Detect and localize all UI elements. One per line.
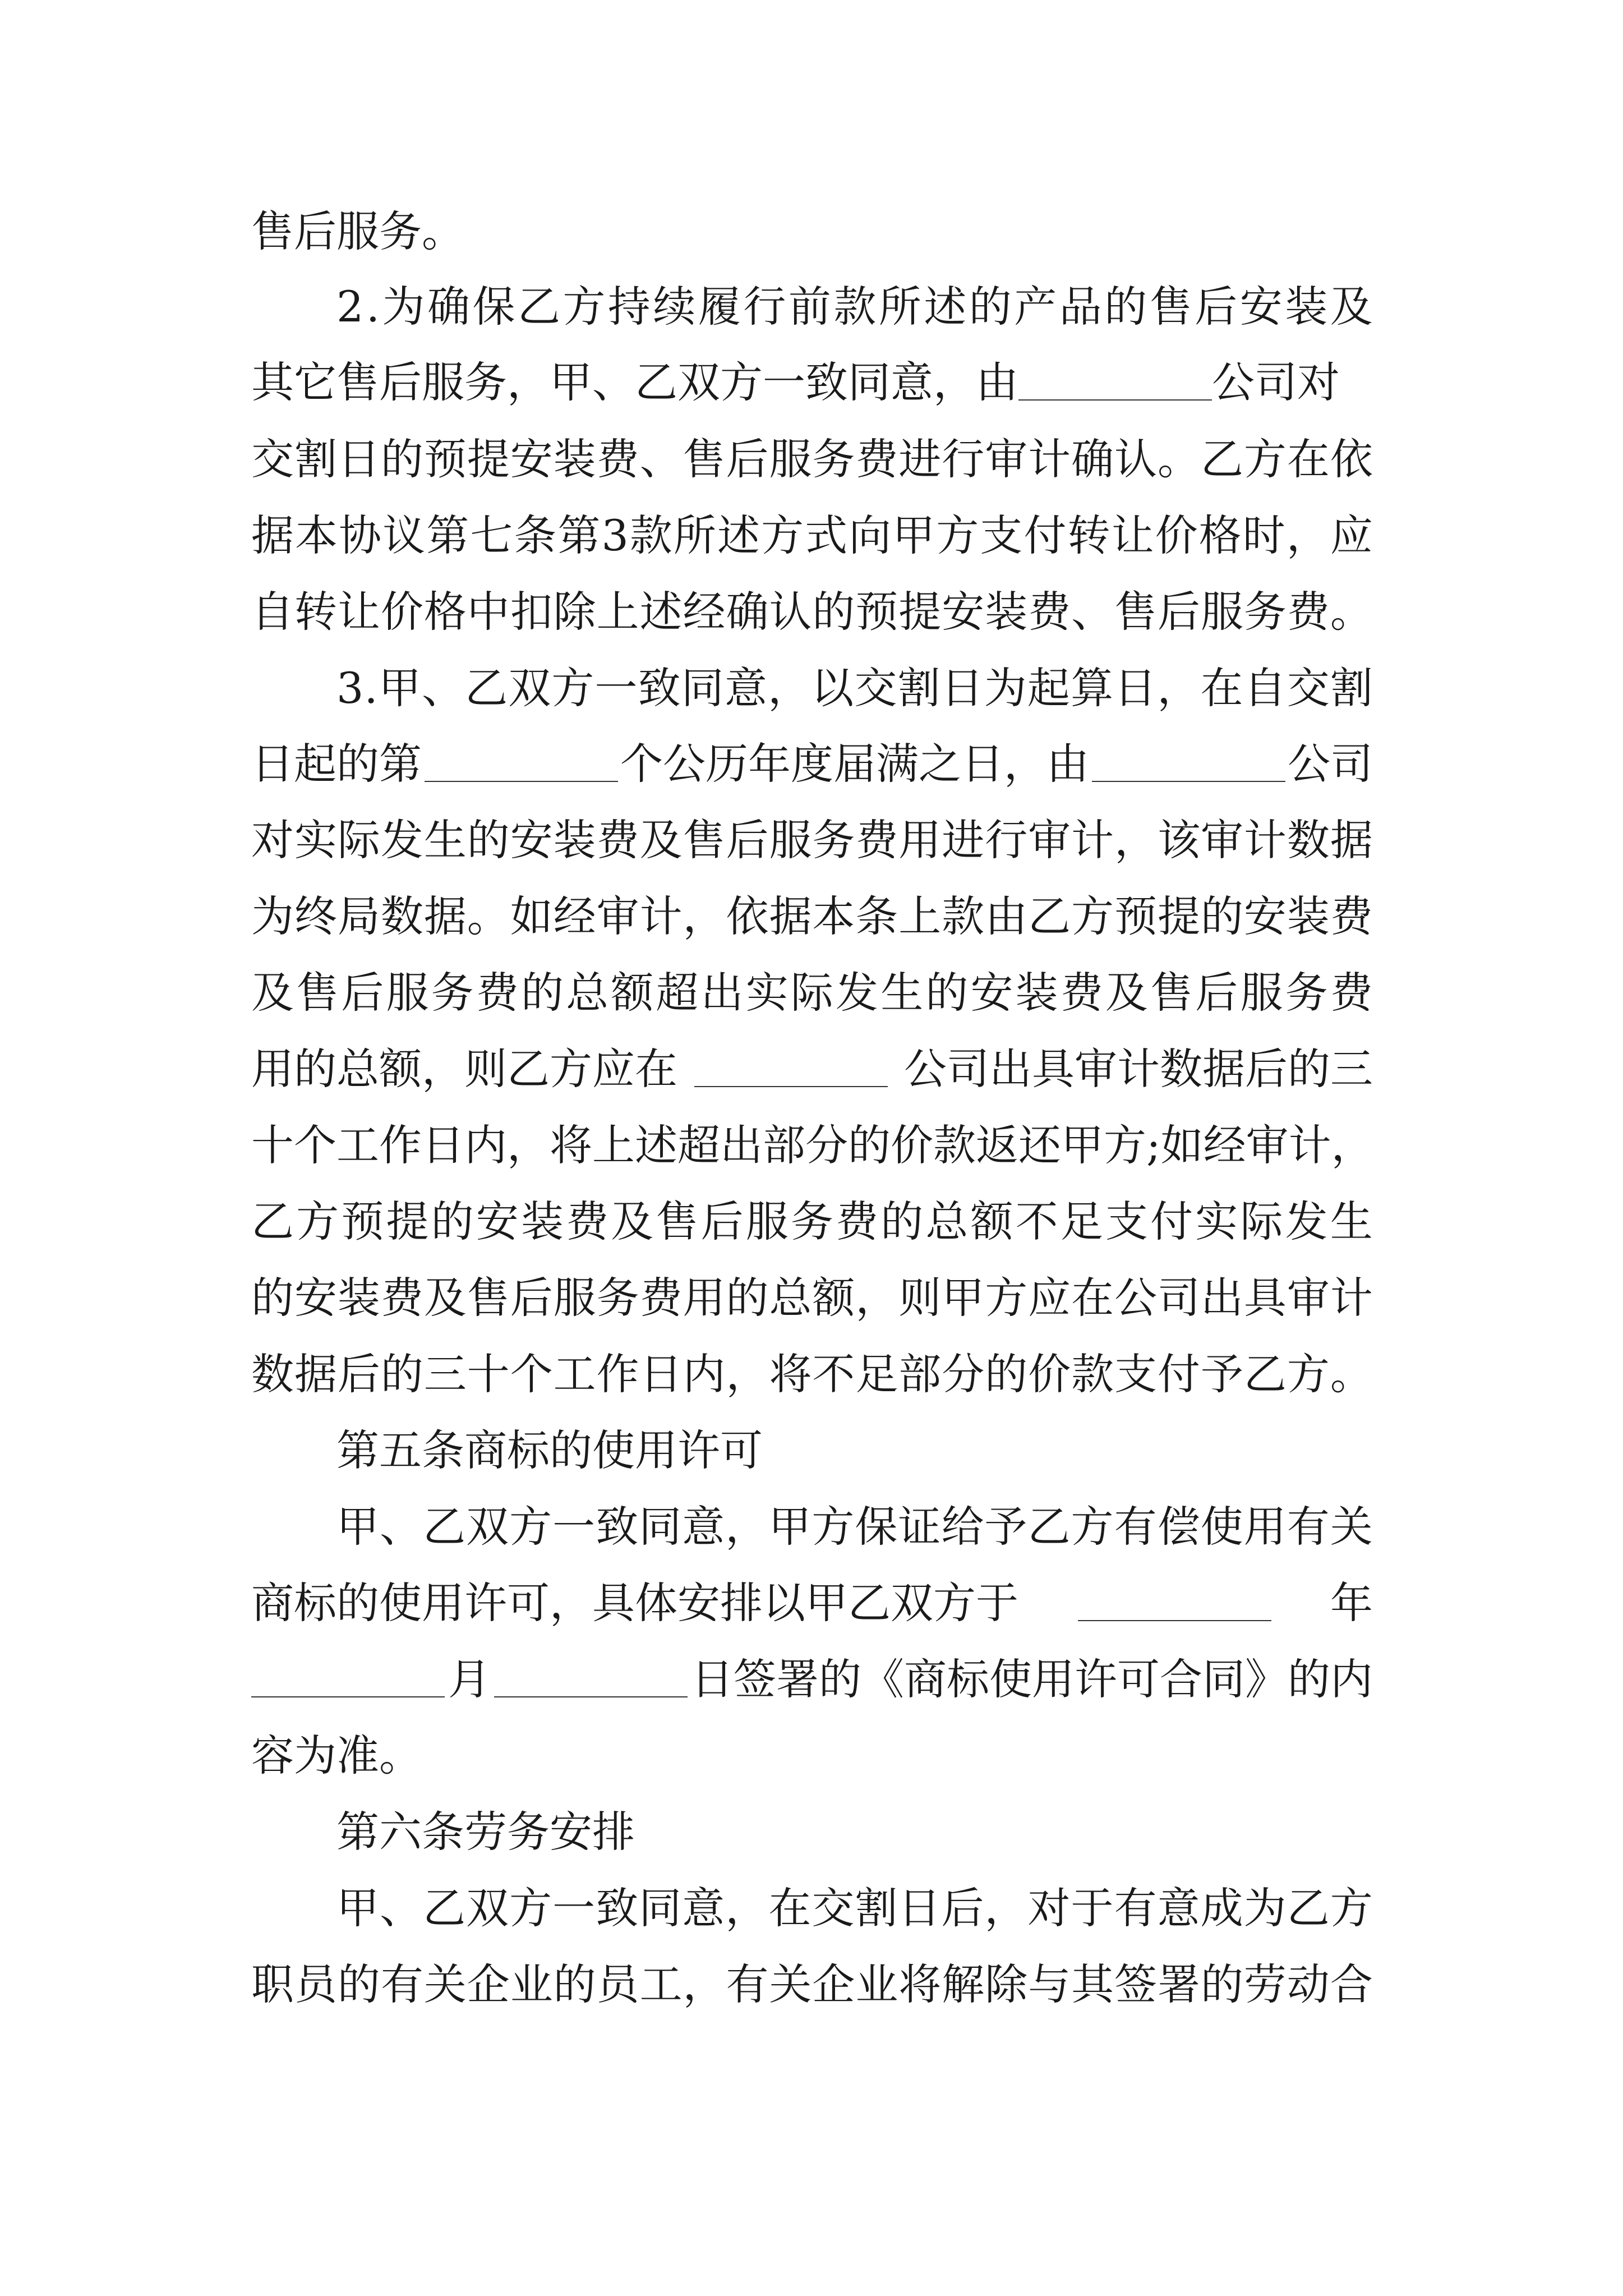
text-line: [251, 1640, 1373, 1719]
text-segment: 对 实 际 发 生 的 安 装 费 及 售 后 服 务 费 用 进 行 审 计 ， 该 审 计 数 据: [251, 815, 1373, 865]
text-line: [251, 1106, 1373, 1185]
fill-in-blank[interactable]: [694, 1051, 888, 1087]
text-segment: 个公历年度届满之日，由: [620, 739, 1089, 789]
text-segment: 甲 、 乙 双 方 一 致 同 意 ， 甲 方 保 证 给 予 乙 方 有 偿 使 用 有 关: [336, 1502, 1373, 1552]
text-line: [251, 573, 1373, 651]
text-line: [251, 192, 1373, 271]
text-line: [251, 725, 1373, 803]
text-segment: 商标的使用许可，具体安排以甲乙双方于: [251, 1578, 1018, 1628]
section-heading: [251, 1793, 1373, 1871]
text-segment: 自 转 让 价 格 中 扣 除 上 述 经 确 认 的 预 提 安 装 费 、 售 后 服 务 费 。: [251, 587, 1373, 637]
fill-in-blank[interactable]: [425, 746, 618, 782]
text-segment: 2 . 为 确 保 乙 方 持 续 履 行 前 款 所 述 的 产 品 的 售 后 安 装 及: [336, 282, 1373, 332]
section-heading: [251, 1411, 1373, 1490]
text-line: [251, 1564, 1373, 1642]
document-page: [251, 0, 1373, 2296]
text-line: [251, 1945, 1373, 2024]
text-segment: 据 本 协 议 第 七 条 第 3 款 所 述 方 式 向 甲 方 支 付 转 让 价 格 时 ， 应: [251, 510, 1373, 560]
text-line: [251, 268, 1373, 346]
fill-in-blank[interactable]: [1092, 746, 1285, 782]
text-segment: 职 员 的 有 关 企 业 的 员 工 ， 有 关 企 业 将 解 除 与 其 签 署 的 劳 动 合: [251, 1959, 1373, 2009]
text-segment: 公司对: [1212, 357, 1340, 407]
text-segment: 为 终 局 数 据 。 如 经 审 计 ， 依 据 本 条 上 款 由 乙 方 预 提 的 安 装 费: [251, 891, 1373, 941]
text-line: [251, 343, 1373, 422]
text-segment: 容为准。: [251, 1731, 422, 1780]
text-line: [251, 1030, 1373, 1108]
text-line: [251, 1717, 1373, 1795]
text-segment: 的 安 装 费 及 售 后 服 务 费 用 的 总 额 ， 则 甲 方 应 在 公 司 出 具 审 计: [251, 1273, 1373, 1323]
text-segment: 日签署的《商标使用许可合同》的内: [691, 1654, 1373, 1704]
text-segment: 数 据 后 的 三 十 个 工 作 日 内 ， 将 不 足 部 分 的 价 款 支 付 予 乙 方 。: [251, 1349, 1373, 1399]
section-heading-text: 第五条商标的使用许可: [336, 1425, 763, 1475]
text-line: [251, 877, 1373, 956]
text-line: [251, 954, 1373, 1032]
fill-in-blank[interactable]: [494, 1662, 688, 1697]
text-line: [251, 1259, 1373, 1337]
text-line: [251, 1488, 1373, 1566]
text-segment: 售后服务。: [251, 206, 464, 256]
text-segment: 交 割 日 的 预 提 安 装 费 、 售 后 服 务 费 进 行 审 计 确 认 。 乙 方 在 依: [251, 434, 1373, 484]
text-segment: 乙 方 预 提 的 安 装 费 及 售 后 服 务 费 的 总 额 不 足 支 付 实 际 发 生: [251, 1197, 1373, 1246]
section-heading-text: 第六条劳务安排: [336, 1807, 635, 1857]
text-segment: 年: [1330, 1578, 1373, 1628]
text-segment: 日起的第: [251, 739, 422, 789]
fill-in-blank[interactable]: [251, 1662, 445, 1697]
text-line: [251, 649, 1373, 728]
text-line: [251, 496, 1373, 575]
fill-in-blank[interactable]: [1078, 1585, 1271, 1621]
text-segment: 公司: [1288, 739, 1373, 789]
text-line: [251, 420, 1373, 499]
fill-in-blank[interactable]: [1018, 365, 1212, 401]
text-line: [251, 1869, 1373, 1948]
text-segment: 甲 、 乙 双 方 一 致 同 意 ， 在 交 割 日 后 ， 对 于 有 意 成 为 乙 方: [336, 1883, 1373, 1933]
text-line: [251, 801, 1373, 880]
text-segment: 用的总额，则乙方应在: [251, 1044, 677, 1094]
text-line: [251, 1182, 1373, 1261]
text-segment: 十 个 工 作 日 内 ， 将 上 述 超 出 部 分 的 价 款 返 还 甲 方 ; 如 经 审 计 ，: [251, 1120, 1374, 1170]
text-segment: 及 售 后 服 务 费 的 总 额 超 出 实 际 发 生 的 安 装 费 及 售 后 服 务 费: [251, 968, 1373, 1018]
text-segment: 月: [448, 1654, 491, 1704]
text-segment: 其它售后服务，甲、乙双方一致同意，由: [251, 357, 1018, 407]
text-segment: 3 . 甲 、 乙 双 方 一 致 同 意 ， 以 交 割 日 为 起 算 日 ， 在 自 交 割: [336, 663, 1373, 713]
text-line: [251, 1335, 1373, 1414]
text-segment: 公司出具审计数据后的三: [904, 1044, 1373, 1094]
